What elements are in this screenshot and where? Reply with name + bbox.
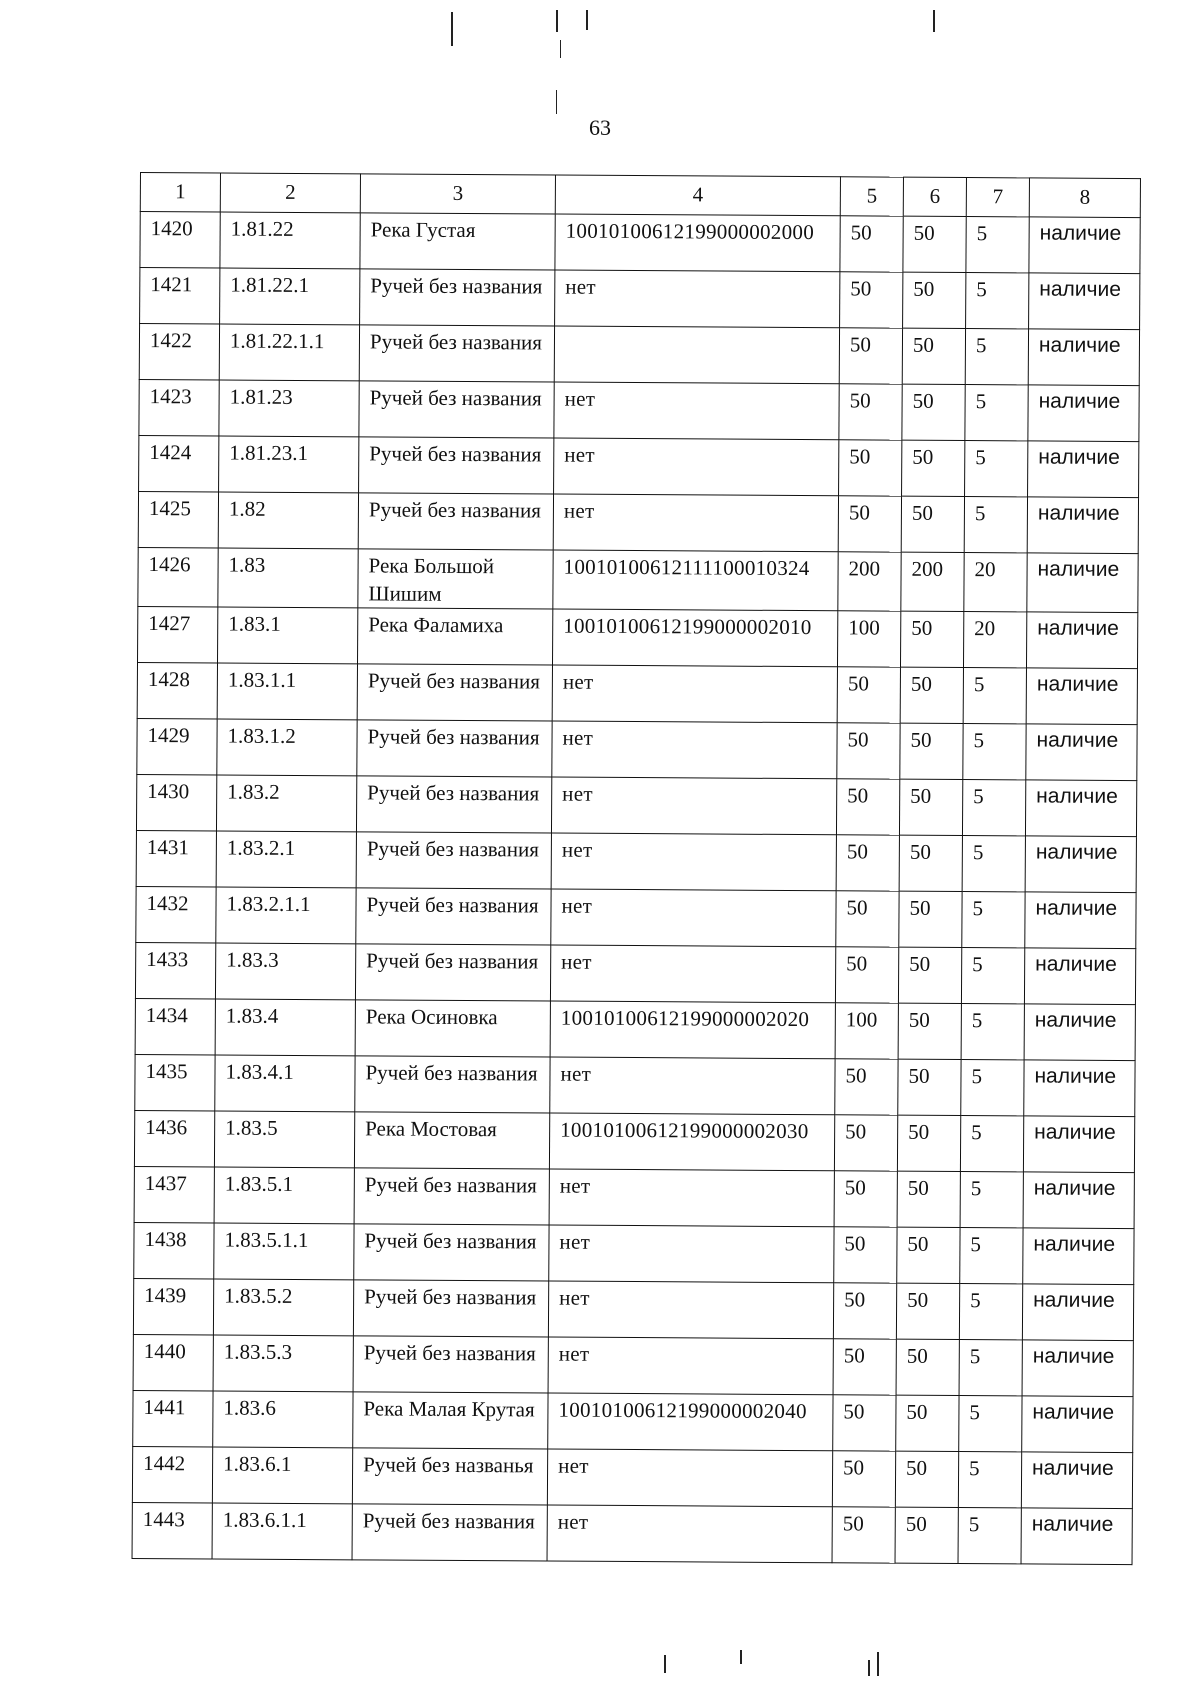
value-6-cell: 200 (901, 552, 964, 611)
value-6-cell: 50 (897, 1171, 960, 1227)
value-5-cell: 50 (836, 835, 899, 891)
registry-code-cell: 10010100612199000002010 (552, 609, 837, 667)
value-7-cell: 5 (958, 1452, 1021, 1508)
scan-mark (877, 1652, 879, 1676)
object-name-cell: Ручей без названия (355, 944, 550, 1001)
value-6-cell: 50 (900, 611, 963, 667)
status-cell: наличие (1024, 1060, 1135, 1117)
status-cell: наличие (1025, 892, 1136, 949)
registry-code-cell: нет (548, 1281, 833, 1339)
value-7-cell: 5 (961, 1004, 1024, 1060)
value-6-cell: 50 (895, 1507, 958, 1563)
value-7-cell: 5 (965, 329, 1028, 385)
object-name-cell: Река Густая (360, 213, 555, 270)
row-number-cell: 1425 (138, 491, 218, 547)
registry-code-cell: нет (547, 1449, 832, 1507)
value-6-cell: 50 (896, 1395, 959, 1451)
registry-code-cell: 10010100612111100010324 (553, 550, 838, 611)
code-cell: 1.83.5.3 (213, 1335, 353, 1392)
value-5-cell: 50 (836, 779, 899, 835)
table-row (140, 268, 1140, 330)
status-cell: наличие (1023, 1172, 1134, 1229)
status-cell: наличие (1028, 329, 1139, 386)
row-number-cell: 1428 (137, 662, 217, 718)
value-5-cell: 100 (835, 1003, 898, 1059)
value-6-cell: 50 (897, 1227, 960, 1283)
value-6-cell: 50 (898, 1059, 961, 1115)
code-cell: 1.81.22.1 (220, 268, 360, 325)
value-6-cell: 50 (902, 328, 965, 384)
row-number-cell: 1438 (134, 1222, 214, 1278)
scan-mark (664, 1655, 666, 1673)
table-row (133, 1390, 1133, 1452)
value-5-cell: 50 (837, 667, 900, 723)
code-cell: 1.83.4 (215, 999, 355, 1056)
table-row (132, 1502, 1132, 1564)
scan-mark (451, 12, 453, 46)
code-cell: 1.83.6.1.1 (212, 1503, 352, 1560)
value-5-cell: 200 (838, 552, 901, 611)
scan-mark (933, 10, 935, 32)
code-cell: 1.83 (218, 548, 358, 608)
object-name-cell: Ручей без названия (359, 325, 554, 382)
code-cell: 1.83.1.2 (217, 719, 357, 776)
table-row (134, 1110, 1134, 1172)
registry-code-cell: нет (552, 721, 837, 779)
code-cell: 1.81.23 (219, 380, 359, 437)
table-row (138, 606, 1138, 668)
object-name-cell: Ручей без названия (354, 1224, 549, 1281)
registry-code-cell: нет (547, 1505, 832, 1563)
value-7-cell: 5 (959, 1284, 1022, 1340)
value-5-cell: 50 (833, 1395, 896, 1451)
code-cell: 1.83.2 (216, 775, 356, 832)
status-cell: наличие (1024, 1004, 1135, 1061)
status-cell: наличие (1028, 441, 1139, 498)
table-row (137, 662, 1137, 724)
row-number-cell: 1434 (135, 998, 215, 1054)
table-row (138, 491, 1138, 553)
registry-code-cell: нет (555, 270, 840, 328)
table-row (136, 886, 1136, 948)
object-name-cell: Река Мостовая (354, 1112, 549, 1169)
value-6-cell: 50 (899, 835, 962, 891)
object-name-cell: Ручей без названия (352, 1504, 547, 1561)
object-name-cell: Ручей без названия (353, 1280, 548, 1337)
value-7-cell: 5 (959, 1396, 1022, 1452)
row-number-cell: 1427 (138, 606, 218, 662)
table-row (139, 324, 1139, 386)
value-7-cell: 20 (964, 553, 1027, 612)
registry-code-cell: нет (554, 382, 839, 440)
row-number-cell: 1420 (140, 212, 220, 268)
registry-code-cell: нет (551, 833, 836, 891)
value-6-cell: 50 (898, 947, 961, 1003)
object-name-cell: Ручей без названия (357, 720, 552, 777)
value-7-cell: 5 (966, 273, 1029, 329)
value-5-cell: 50 (839, 384, 902, 440)
row-number-cell: 1432 (136, 886, 216, 942)
row-number-cell: 1423 (139, 379, 219, 435)
object-name-cell: Ручей без названия (359, 437, 554, 494)
value-6-cell: 50 (903, 272, 966, 328)
object-name-cell: Ручей без названья (352, 1448, 547, 1505)
value-6-cell: 50 (896, 1339, 959, 1395)
value-7-cell: 5 (961, 948, 1024, 1004)
object-name-cell: Ручей без названия (355, 1056, 550, 1113)
table-row (134, 1222, 1134, 1284)
value-7-cell: 5 (962, 836, 1025, 892)
header-row (140, 173, 1140, 218)
value-6-cell: 50 (903, 216, 966, 272)
code-cell: 1.81.23.1 (219, 436, 359, 493)
code-cell: 1.83.3 (215, 943, 355, 1000)
registry-code-cell: 10010100612199000002040 (548, 1393, 833, 1451)
registry-code-cell: нет (548, 1337, 833, 1395)
row-number-cell: 1441 (133, 1390, 213, 1446)
table-row (132, 1446, 1132, 1508)
scan-mark (740, 1650, 742, 1664)
status-cell: наличие (1026, 724, 1137, 781)
value-5-cell: 50 (837, 723, 900, 779)
value-7-cell: 5 (963, 668, 1026, 724)
value-6-cell: 50 (895, 1451, 958, 1507)
object-name-cell: Ручей без названия (359, 381, 554, 438)
value-7-cell: 5 (960, 1116, 1023, 1172)
code-cell: 1.83.1.1 (217, 663, 357, 720)
code-cell: 1.83.2.1.1 (216, 887, 356, 944)
object-name-cell: Ручей без названия (356, 776, 551, 833)
value-7-cell: 5 (959, 1340, 1022, 1396)
status-cell: наличие (1022, 1340, 1133, 1397)
column-header-1: 1 (140, 173, 220, 212)
column-header-4: 4 (555, 175, 840, 216)
scan-mark (586, 10, 588, 30)
row-number-cell: 1440 (133, 1334, 213, 1390)
row-number-cell: 1437 (134, 1166, 214, 1222)
code-cell: 1.81.22.1.1 (219, 324, 359, 381)
object-name-cell: Река Осиновка (355, 1000, 550, 1057)
status-cell: наличие (1029, 273, 1140, 330)
value-5-cell: 50 (839, 440, 902, 496)
row-number-cell: 1424 (139, 435, 219, 491)
code-cell: 1.82 (218, 492, 358, 549)
row-number-cell: 1443 (132, 1502, 212, 1558)
value-5-cell: 50 (840, 216, 903, 272)
column-header-6: 6 (903, 177, 966, 216)
registry-code-cell: нет (552, 665, 837, 723)
table-row (135, 942, 1135, 1004)
status-cell: наличие (1022, 1396, 1133, 1453)
code-cell: 1.83.5.1.1 (214, 1223, 354, 1280)
value-6-cell: 50 (897, 1115, 960, 1171)
row-number-cell: 1430 (136, 774, 216, 830)
registry-code-cell: 10010100612199000002030 (549, 1113, 834, 1171)
table-row (135, 1054, 1135, 1116)
code-cell: 1.83.6.1 (212, 1447, 352, 1504)
object-name-cell: Ручей без названия (357, 664, 552, 721)
status-cell: наличие (1026, 612, 1137, 669)
value-5-cell: 50 (835, 1059, 898, 1115)
object-name-cell: Ручей без названия (353, 1336, 548, 1393)
table-row (139, 435, 1139, 497)
value-7-cell: 5 (965, 385, 1028, 441)
registry-code-cell: нет (549, 1225, 834, 1283)
table-row (138, 547, 1138, 612)
value-5-cell: 50 (834, 1115, 897, 1171)
status-cell: наличие (1026, 668, 1137, 725)
value-5-cell: 50 (840, 272, 903, 328)
registry-code-cell: нет (551, 889, 836, 947)
object-name-cell: Ручей без названия (360, 269, 555, 326)
row-number-cell: 1426 (138, 547, 218, 606)
value-7-cell: 5 (960, 1172, 1023, 1228)
value-7-cell: 5 (958, 1508, 1021, 1564)
registry-table (132, 172, 1141, 1565)
code-cell: 1.83.5.1 (214, 1167, 354, 1224)
status-cell: наличие (1029, 217, 1140, 274)
row-number-cell: 1436 (134, 1110, 214, 1166)
column-header-3: 3 (360, 174, 555, 214)
row-number-cell: 1442 (132, 1446, 212, 1502)
value-7-cell: 5 (963, 724, 1026, 780)
status-cell: наличие (1023, 1116, 1134, 1173)
value-5-cell: 50 (833, 1339, 896, 1395)
table-body (132, 212, 1140, 1565)
column-header-2: 2 (220, 173, 360, 213)
scan-mark (560, 40, 561, 58)
scan-mark (868, 1660, 870, 1676)
registry-code-cell: нет (553, 494, 838, 552)
registry-code-cell: нет (551, 777, 836, 835)
value-5-cell: 50 (834, 1227, 897, 1283)
code-cell: 1.83.1 (218, 607, 358, 664)
code-cell: 1.83.6 (213, 1391, 353, 1448)
value-7-cell: 5 (964, 497, 1027, 553)
registry-code-cell: нет (554, 438, 839, 496)
table-row (133, 1278, 1133, 1340)
value-7-cell: 20 (963, 612, 1026, 668)
status-cell: наличие (1025, 836, 1136, 893)
table-row (133, 1334, 1133, 1396)
value-6-cell: 50 (899, 891, 962, 947)
table-row (135, 998, 1135, 1060)
status-cell: наличие (1025, 780, 1136, 837)
value-5-cell: 50 (832, 1451, 895, 1507)
value-6-cell: 50 (896, 1283, 959, 1339)
value-5-cell: 50 (839, 328, 902, 384)
value-7-cell: 5 (961, 1060, 1024, 1116)
code-cell: 1.83.5 (214, 1111, 354, 1168)
status-cell: наличие (1027, 497, 1138, 554)
value-5-cell: 50 (836, 891, 899, 947)
row-number-cell: 1439 (133, 1278, 213, 1334)
value-6-cell: 50 (898, 1003, 961, 1059)
code-cell: 1.83.4.1 (215, 1055, 355, 1112)
code-cell: 1.81.22 (220, 212, 360, 269)
object-name-cell: Ручей без названия (358, 493, 553, 550)
row-number-cell: 1429 (137, 718, 217, 774)
status-cell: наличие (1023, 1228, 1134, 1285)
table-row (136, 774, 1136, 836)
registry-code-cell: 10010100612199000002000 (555, 214, 840, 272)
status-cell: наличие (1028, 385, 1139, 442)
object-name-cell: Река Малая Крутая (353, 1392, 548, 1449)
value-6-cell: 50 (902, 384, 965, 440)
scan-mark (556, 90, 557, 114)
value-7-cell: 5 (966, 217, 1029, 273)
row-number-cell: 1435 (135, 1054, 215, 1110)
table-row (137, 718, 1137, 780)
status-cell: наличие (1024, 948, 1135, 1005)
status-cell: наличие (1021, 1508, 1132, 1565)
value-6-cell: 50 (900, 667, 963, 723)
registry-code-cell: нет (549, 1169, 834, 1227)
code-cell: 1.83.2.1 (216, 831, 356, 888)
value-6-cell: 50 (901, 496, 964, 552)
row-number-cell: 1422 (139, 324, 219, 380)
object-name-cell: Ручей без названия (356, 888, 551, 945)
row-number-cell: 1431 (136, 830, 216, 886)
value-5-cell: 50 (838, 496, 901, 552)
object-name-cell: Река Фаламиха (357, 608, 552, 665)
row-number-cell: 1421 (140, 268, 220, 324)
registry-code-cell: 10010100612199000002020 (550, 1001, 835, 1059)
value-5-cell: 50 (835, 947, 898, 1003)
code-cell: 1.83.5.2 (213, 1279, 353, 1336)
value-7-cell: 5 (960, 1228, 1023, 1284)
column-header-5: 5 (840, 177, 903, 216)
table-row (140, 212, 1140, 274)
table-row (136, 830, 1136, 892)
value-7-cell: 5 (962, 780, 1025, 836)
object-name-cell: Ручей без названия (354, 1168, 549, 1225)
value-5-cell: 50 (833, 1283, 896, 1339)
row-number-cell: 1433 (135, 942, 215, 998)
value-7-cell: 5 (965, 441, 1028, 497)
registry-code-cell: нет (550, 945, 835, 1003)
page-number: 63 (589, 115, 611, 140)
value-6-cell: 50 (899, 779, 962, 835)
value-5-cell: 50 (832, 1507, 895, 1563)
value-5-cell: 100 (837, 611, 900, 667)
status-cell: наличие (1027, 553, 1138, 613)
column-header-7: 7 (966, 178, 1029, 217)
table-row (139, 379, 1139, 441)
value-6-cell: 50 (900, 723, 963, 779)
status-cell: наличие (1021, 1452, 1132, 1509)
status-cell: наличие (1022, 1284, 1133, 1341)
value-7-cell: 5 (962, 892, 1025, 948)
registry-code-cell: нет (550, 1057, 835, 1115)
value-5-cell: 50 (834, 1171, 897, 1227)
column-header-8: 8 (1029, 178, 1140, 218)
table-row (134, 1166, 1134, 1228)
value-6-cell: 50 (902, 440, 965, 496)
scan-mark (556, 10, 558, 32)
object-name-cell: Река Большой Шишим (358, 549, 553, 609)
object-name-cell: Ручей без названия (356, 832, 551, 889)
registry-code-cell (554, 326, 839, 384)
